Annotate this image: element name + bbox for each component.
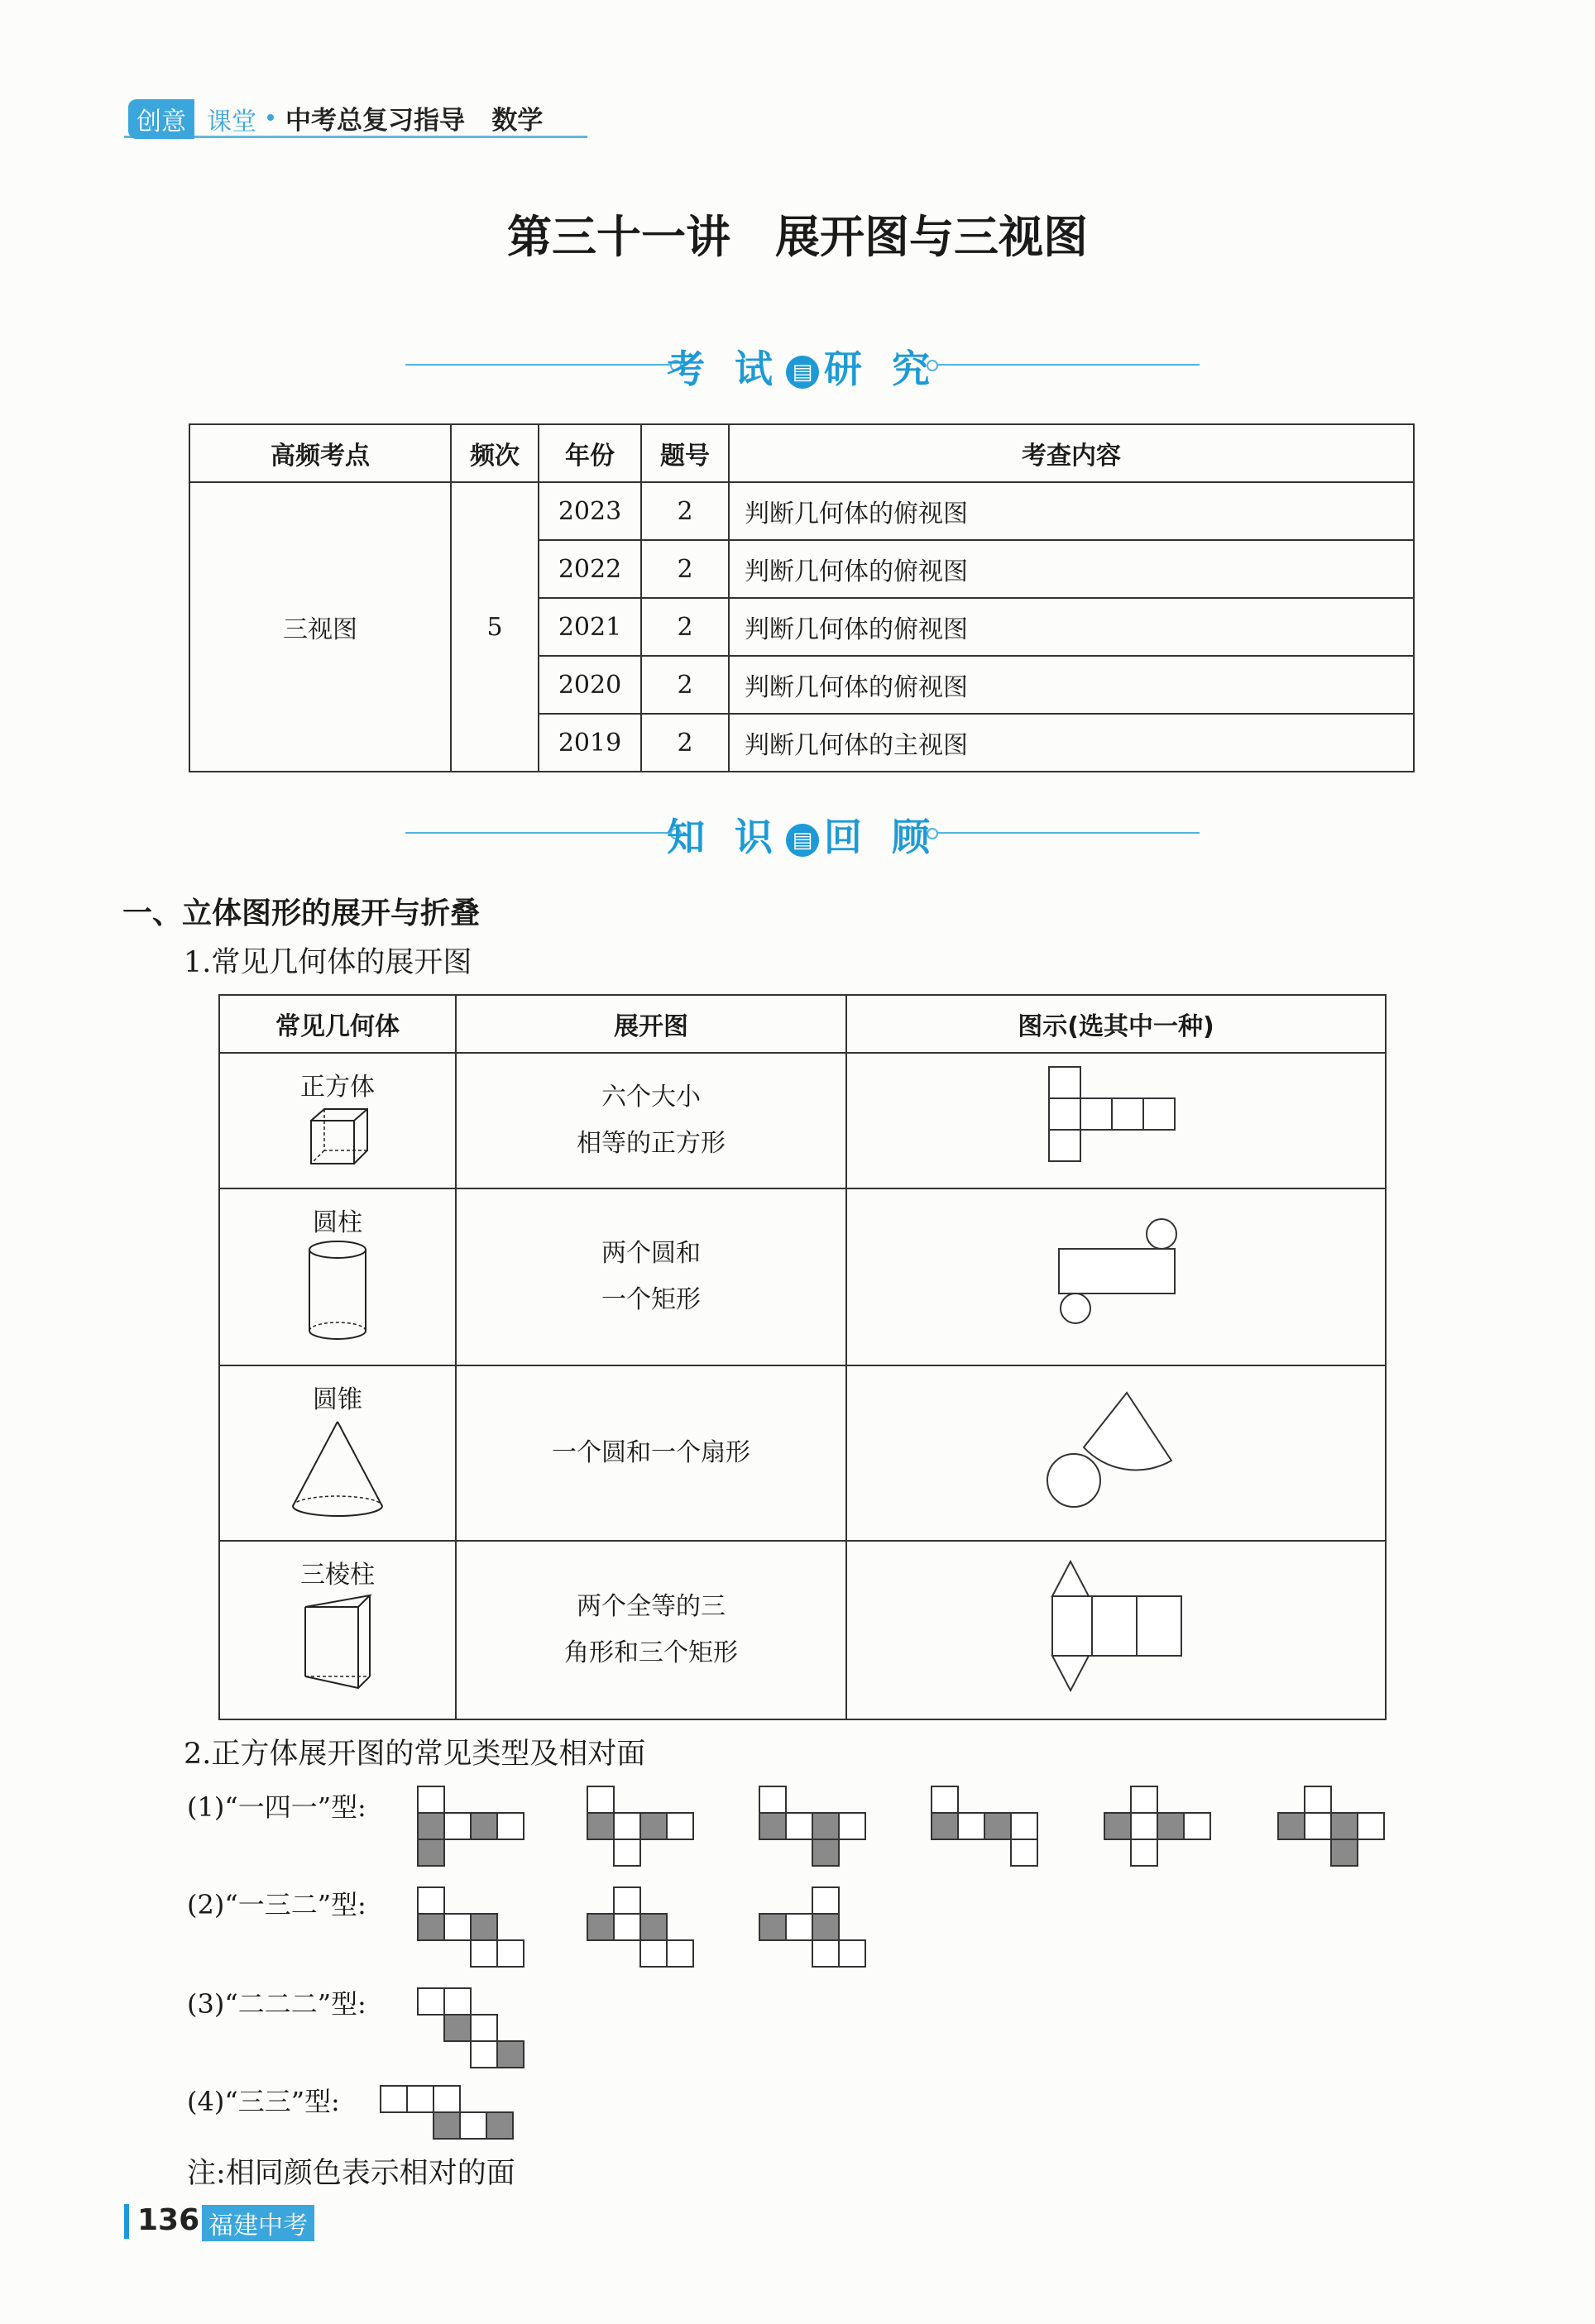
cube-net-4 xyxy=(932,1786,1037,1866)
net-face xyxy=(667,1813,693,1839)
net-face xyxy=(1184,1813,1210,1839)
net-face xyxy=(418,1839,444,1866)
content-cell: 判断几何体的俯视图 xyxy=(729,598,1414,656)
net-type-label: (1)“一四一”型: xyxy=(187,1791,366,1823)
net-face xyxy=(640,1914,667,1940)
cube-net-1 xyxy=(418,1786,524,1866)
net-face xyxy=(418,1988,444,2015)
brand-badge: 创意 xyxy=(128,99,194,139)
net-face xyxy=(471,1940,497,1967)
net-face xyxy=(433,2086,460,2112)
sub1-heading: 1.常见几何体的展开图 xyxy=(184,946,472,979)
th-figure: 图示(选其中一种) xyxy=(846,995,1386,1053)
net-face xyxy=(812,1887,839,1914)
net-face xyxy=(1011,1813,1037,1839)
cube-net-3 xyxy=(759,1786,865,1866)
desc-line1: 两个全等的三 xyxy=(577,1592,726,1621)
q-cell: 2 xyxy=(641,714,729,772)
net-face xyxy=(444,1988,471,2015)
page-number: 136 xyxy=(137,2203,200,2237)
content-cell: 判断几何体的俯视图 xyxy=(729,656,1414,714)
frequency-cell: 5 xyxy=(451,482,539,772)
year-cell: 2020 xyxy=(539,656,641,714)
net-face xyxy=(932,1786,958,1813)
cube-net-10 xyxy=(418,1988,524,2068)
net-type-label: (4)“三三”型: xyxy=(187,2086,340,2117)
book-icon: ▤ xyxy=(786,824,819,857)
net-face xyxy=(667,1940,693,1967)
th-content: 考查内容 xyxy=(729,424,1414,482)
net-face xyxy=(444,1914,471,1940)
net-face xyxy=(614,1914,640,1940)
q-cell: 2 xyxy=(641,598,729,656)
th-solid: 常见几何体 xyxy=(219,995,456,1053)
net-face xyxy=(418,1813,444,1839)
net-face xyxy=(1305,1786,1331,1813)
th-net: 展开图 xyxy=(456,995,846,1053)
solid-name: 正方体 xyxy=(300,1073,375,1102)
net-face xyxy=(786,1914,812,1940)
desc-line1: 一个圆和一个扇形 xyxy=(552,1438,750,1467)
year-cell: 2021 xyxy=(539,598,641,656)
section2-left: 知 识 xyxy=(666,815,781,859)
net-face xyxy=(418,1914,444,1940)
year-cell: 2019 xyxy=(539,714,641,772)
net-face xyxy=(460,2112,486,2139)
cube-net-6 xyxy=(1278,1786,1384,1866)
net-face xyxy=(759,1786,786,1813)
th-frequency: 频次 xyxy=(451,424,539,482)
net-face xyxy=(587,1914,614,1940)
net-face xyxy=(471,2015,497,2041)
net-face xyxy=(1157,1813,1184,1839)
th-year: 年份 xyxy=(539,424,641,482)
net-face xyxy=(497,2041,524,2068)
net-face xyxy=(812,1813,839,1839)
book-title-text: 中考总复习指导 xyxy=(285,106,465,136)
net-face xyxy=(381,2086,407,2112)
net-face xyxy=(1331,1839,1358,1866)
desc-line2: 角形和三个矩形 xyxy=(564,1638,738,1667)
net-face xyxy=(497,1813,524,1839)
subject-text: 数学 xyxy=(491,106,544,136)
th-question: 题号 xyxy=(641,424,729,482)
part1-heading: 一、立体图形的展开与折叠 xyxy=(122,897,481,930)
net-face xyxy=(418,1786,444,1813)
cube-net-7 xyxy=(418,1887,524,1967)
net-face xyxy=(759,1813,786,1839)
net-face xyxy=(839,1813,865,1839)
net-face xyxy=(1305,1813,1331,1839)
net-face xyxy=(433,2112,460,2139)
net-face xyxy=(614,1813,640,1839)
cube-net-5 xyxy=(1104,1786,1210,1866)
net-face xyxy=(497,1940,524,1967)
net-face xyxy=(958,1813,984,1839)
page-tag: 福建中考 xyxy=(202,2205,314,2241)
net-face xyxy=(640,1813,667,1839)
net-face xyxy=(1131,1813,1157,1839)
net-face xyxy=(812,1839,839,1866)
net-face xyxy=(444,1813,471,1839)
page-title: 第三十一讲 展开图与三视图 xyxy=(507,210,1088,263)
net-face xyxy=(471,1914,497,1940)
net-face xyxy=(932,1813,958,1839)
net-face xyxy=(1011,1839,1037,1866)
net-face xyxy=(471,2041,497,2068)
net-face xyxy=(640,1940,667,1967)
year-cell: 2022 xyxy=(539,540,641,598)
desc-line1: 两个圆和 xyxy=(601,1239,701,1268)
net-face xyxy=(786,1813,812,1839)
net-face xyxy=(587,1786,614,1813)
content-cell: 判断几何体的俯视图 xyxy=(729,540,1414,598)
net-face xyxy=(1131,1839,1157,1866)
net-face xyxy=(839,1940,865,1967)
net-face xyxy=(418,1887,444,1914)
solid-name: 三棱柱 xyxy=(300,1561,375,1590)
net-face xyxy=(1131,1786,1157,1813)
cube-net-9 xyxy=(759,1887,865,1967)
net-face xyxy=(471,1813,497,1839)
desc-line2: 一个矩形 xyxy=(601,1285,701,1314)
desc-line1: 六个大小 xyxy=(601,1083,701,1112)
net-face xyxy=(614,1839,640,1866)
net-face xyxy=(407,2086,433,2112)
note: 注:相同颜色表示相对的面 xyxy=(187,2157,515,2190)
cube-net-8 xyxy=(587,1887,693,1967)
book-icon: ▤ xyxy=(786,356,819,389)
net-face xyxy=(1358,1813,1384,1839)
section2-right: 回 顾 xyxy=(824,815,939,859)
net-face xyxy=(587,1813,614,1839)
brand-text: 课堂 xyxy=(207,108,256,136)
sub2-heading: 2.正方体展开图的常见类型及相对面 xyxy=(184,1738,646,1771)
net-face xyxy=(486,2112,513,2139)
net-type-label: (3)“二二二”型: xyxy=(187,1988,366,2020)
net-face xyxy=(984,1813,1011,1839)
q-cell: 2 xyxy=(641,482,729,540)
q-cell: 2 xyxy=(641,656,729,714)
cube-net-11 xyxy=(381,2086,513,2139)
net-face xyxy=(759,1914,786,1940)
topic-cell: 三视图 xyxy=(189,482,451,772)
section1-right: 研 究 xyxy=(824,347,939,391)
net-face xyxy=(1104,1813,1131,1839)
cube-net-2 xyxy=(587,1786,693,1866)
th-topic: 高频考点 xyxy=(189,424,451,482)
year-cell: 2023 xyxy=(539,482,641,540)
net-face xyxy=(614,1887,640,1914)
q-cell: 2 xyxy=(641,540,729,598)
content-cell: 判断几何体的主视图 xyxy=(729,714,1414,772)
section1-left: 考 试 xyxy=(666,347,781,391)
net-face xyxy=(812,1914,839,1940)
net-type-label: (2)“一三二”型: xyxy=(187,1889,366,1920)
content-cell: 判断几何体的俯视图 xyxy=(729,482,1414,540)
page-bar xyxy=(124,2204,129,2239)
net-face xyxy=(812,1940,839,1967)
solid-name: 圆锥 xyxy=(313,1385,362,1414)
desc-line2: 相等的正方形 xyxy=(577,1129,726,1158)
net-face xyxy=(444,2015,471,2041)
net-face xyxy=(1331,1813,1358,1839)
solid-name: 圆柱 xyxy=(313,1208,362,1237)
net-face xyxy=(1278,1813,1305,1839)
